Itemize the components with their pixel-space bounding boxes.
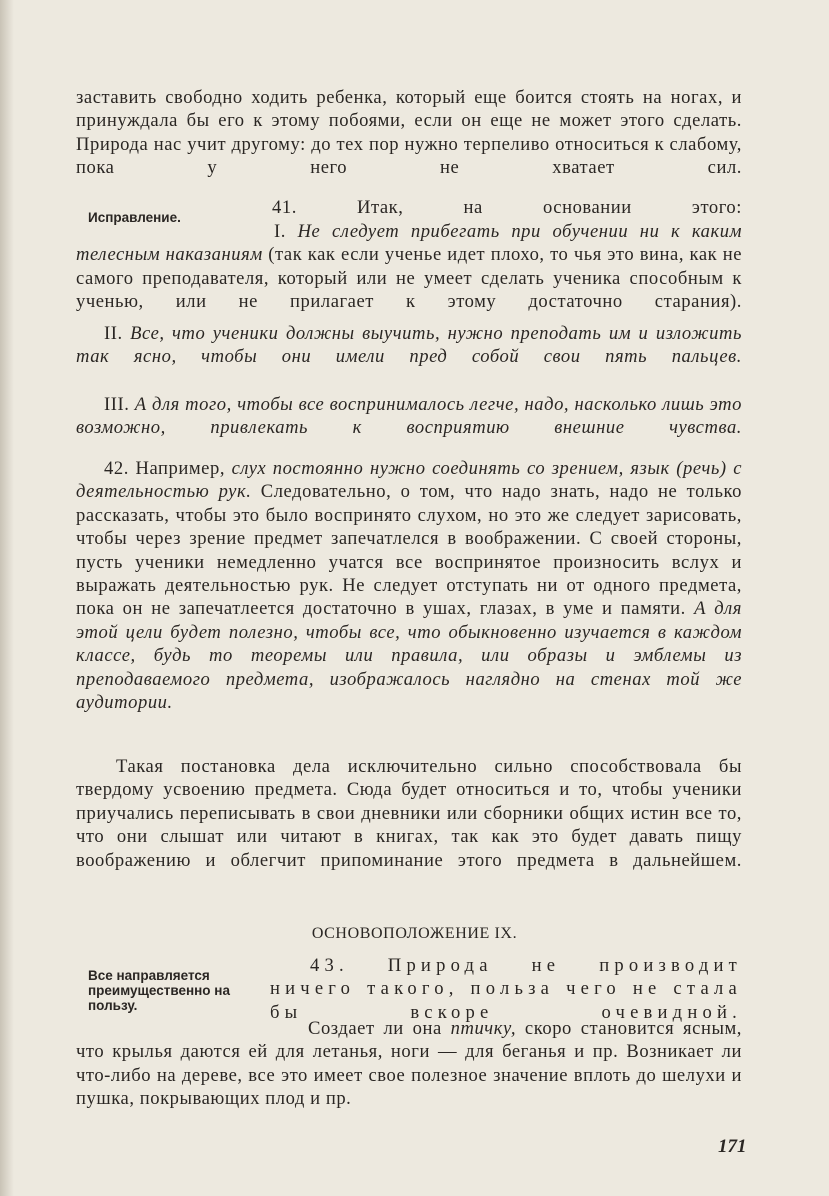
paragraph-top: [76, 86, 742, 180]
section-43-text-b: скоро становится ясным, что крылья даются ей для летанья, ноги — для беганья и пр. Возникает ли что-либо на дереве, все это имеет свое полезное значение вплоть до шелухи и пушка, покрывающих плод и пр.: [76, 1018, 743, 1110]
section-41-intro-text: 41. Итак, на основании этого:: [272, 197, 742, 218]
section-43-body: [76, 1017, 742, 1111]
section-41-rule-3: [76, 393, 742, 440]
margin-note-correction: Исправление.: [88, 210, 181, 225]
rule-1-number: I.: [274, 221, 286, 242]
section-heading-ix: ОСНОВОПОЛОЖЕНИЕ IX.: [311, 925, 518, 942]
margin-note-benefit: Все направляется преимущественно на пользу.: [88, 968, 230, 1013]
section-42: [76, 457, 742, 714]
page-edge-shadow: [0, 0, 14, 1196]
section-41-intro: [272, 196, 742, 219]
section-42-text: Следовательно, о том, что надо знать, надо не только рассказать, чтобы это было воспринято слухом, но это же следует зарисовать, чтобы через зрение предмет запечатлелся в воображении. С своей стороны, пусть ученики немедленно учатся все воспринятое произносить вслух и выражать деятельностью рук. Не следует отступать ни от одного предмета, пока он не запечатлеется достаточно в ушах, глазах, в уме и памяти.: [76, 481, 743, 620]
section-43-italic: птичку,: [450, 1018, 517, 1039]
rule-2-italic: Все, что ученики должны выучить, нужно преподать им и изложить так ясно, чтобы они имели пред собой свои пять пальцев.: [76, 323, 742, 368]
rule-3-italic: А для того, чтобы все воспринималось легче, надо, насколько лишь это возможно, привлекать к восприятию внешние чувства.: [76, 394, 742, 439]
section-41-rule-2: [76, 322, 742, 369]
rule-1-italic: Не следует прибегать при обучении ни к каким телесным наказаниям: [76, 221, 743, 266]
section-41-rule-1: [76, 220, 742, 314]
page-number: 171: [718, 1136, 747, 1157]
paragraph-setup-text: Такая постановка дела исключительно сильно способствовала бы твердому усвоению предмета. Сюда будет относиться и то, чтобы ученики приучались переписывать в свои дневники или сборники общих истин все то, что они слышат или читают в книгах, так как это будет давать пищу воображению и облегчит припоминание этого предмета в дальнейшем.: [76, 756, 742, 871]
section-42-italic-1: слух постоянно нужно соединять со зрением, язык (речь) с деятельностью рук.: [76, 458, 743, 503]
section-43-text-a: Создает ли она: [308, 1018, 442, 1039]
section-42-italic-2: А для этой цели будет полезно, чтобы все, что обыкновенно изучается в каждом классе, будь то теоремы или правила, или образы и эмблемы из преподаваемого предмета, изображалось наглядно на стенах той же аудитории.: [76, 598, 742, 714]
rule-1-text: (так как если ученье идет плохо, то чья это вина, как не самого преподавателя, который или не умеет сделать ученика способным к ученью, или не прилагает к этому достаточно старания).: [76, 244, 743, 313]
paragraph-top-text: заставить свободно ходить ребенка, который еще боится стоять на ногах, и принуждала бы его к этому побоями, если он еще не может этого сделать. Природа нас учит другому: до тех пор нужно терпеливо относиться к слабому, пока у него не хватает сил.: [76, 87, 742, 179]
rule-3-number: III.: [104, 394, 130, 415]
rule-2-number: II.: [104, 323, 123, 344]
section-43-principle: [270, 954, 742, 1024]
section-43-principle-text: 43. Природа не производит ничего такого, польза чего не стала бы вскоре очевидной.: [270, 955, 742, 1023]
section-42-number: 42. Например,: [104, 458, 226, 479]
paragraph-setup: [76, 755, 742, 872]
